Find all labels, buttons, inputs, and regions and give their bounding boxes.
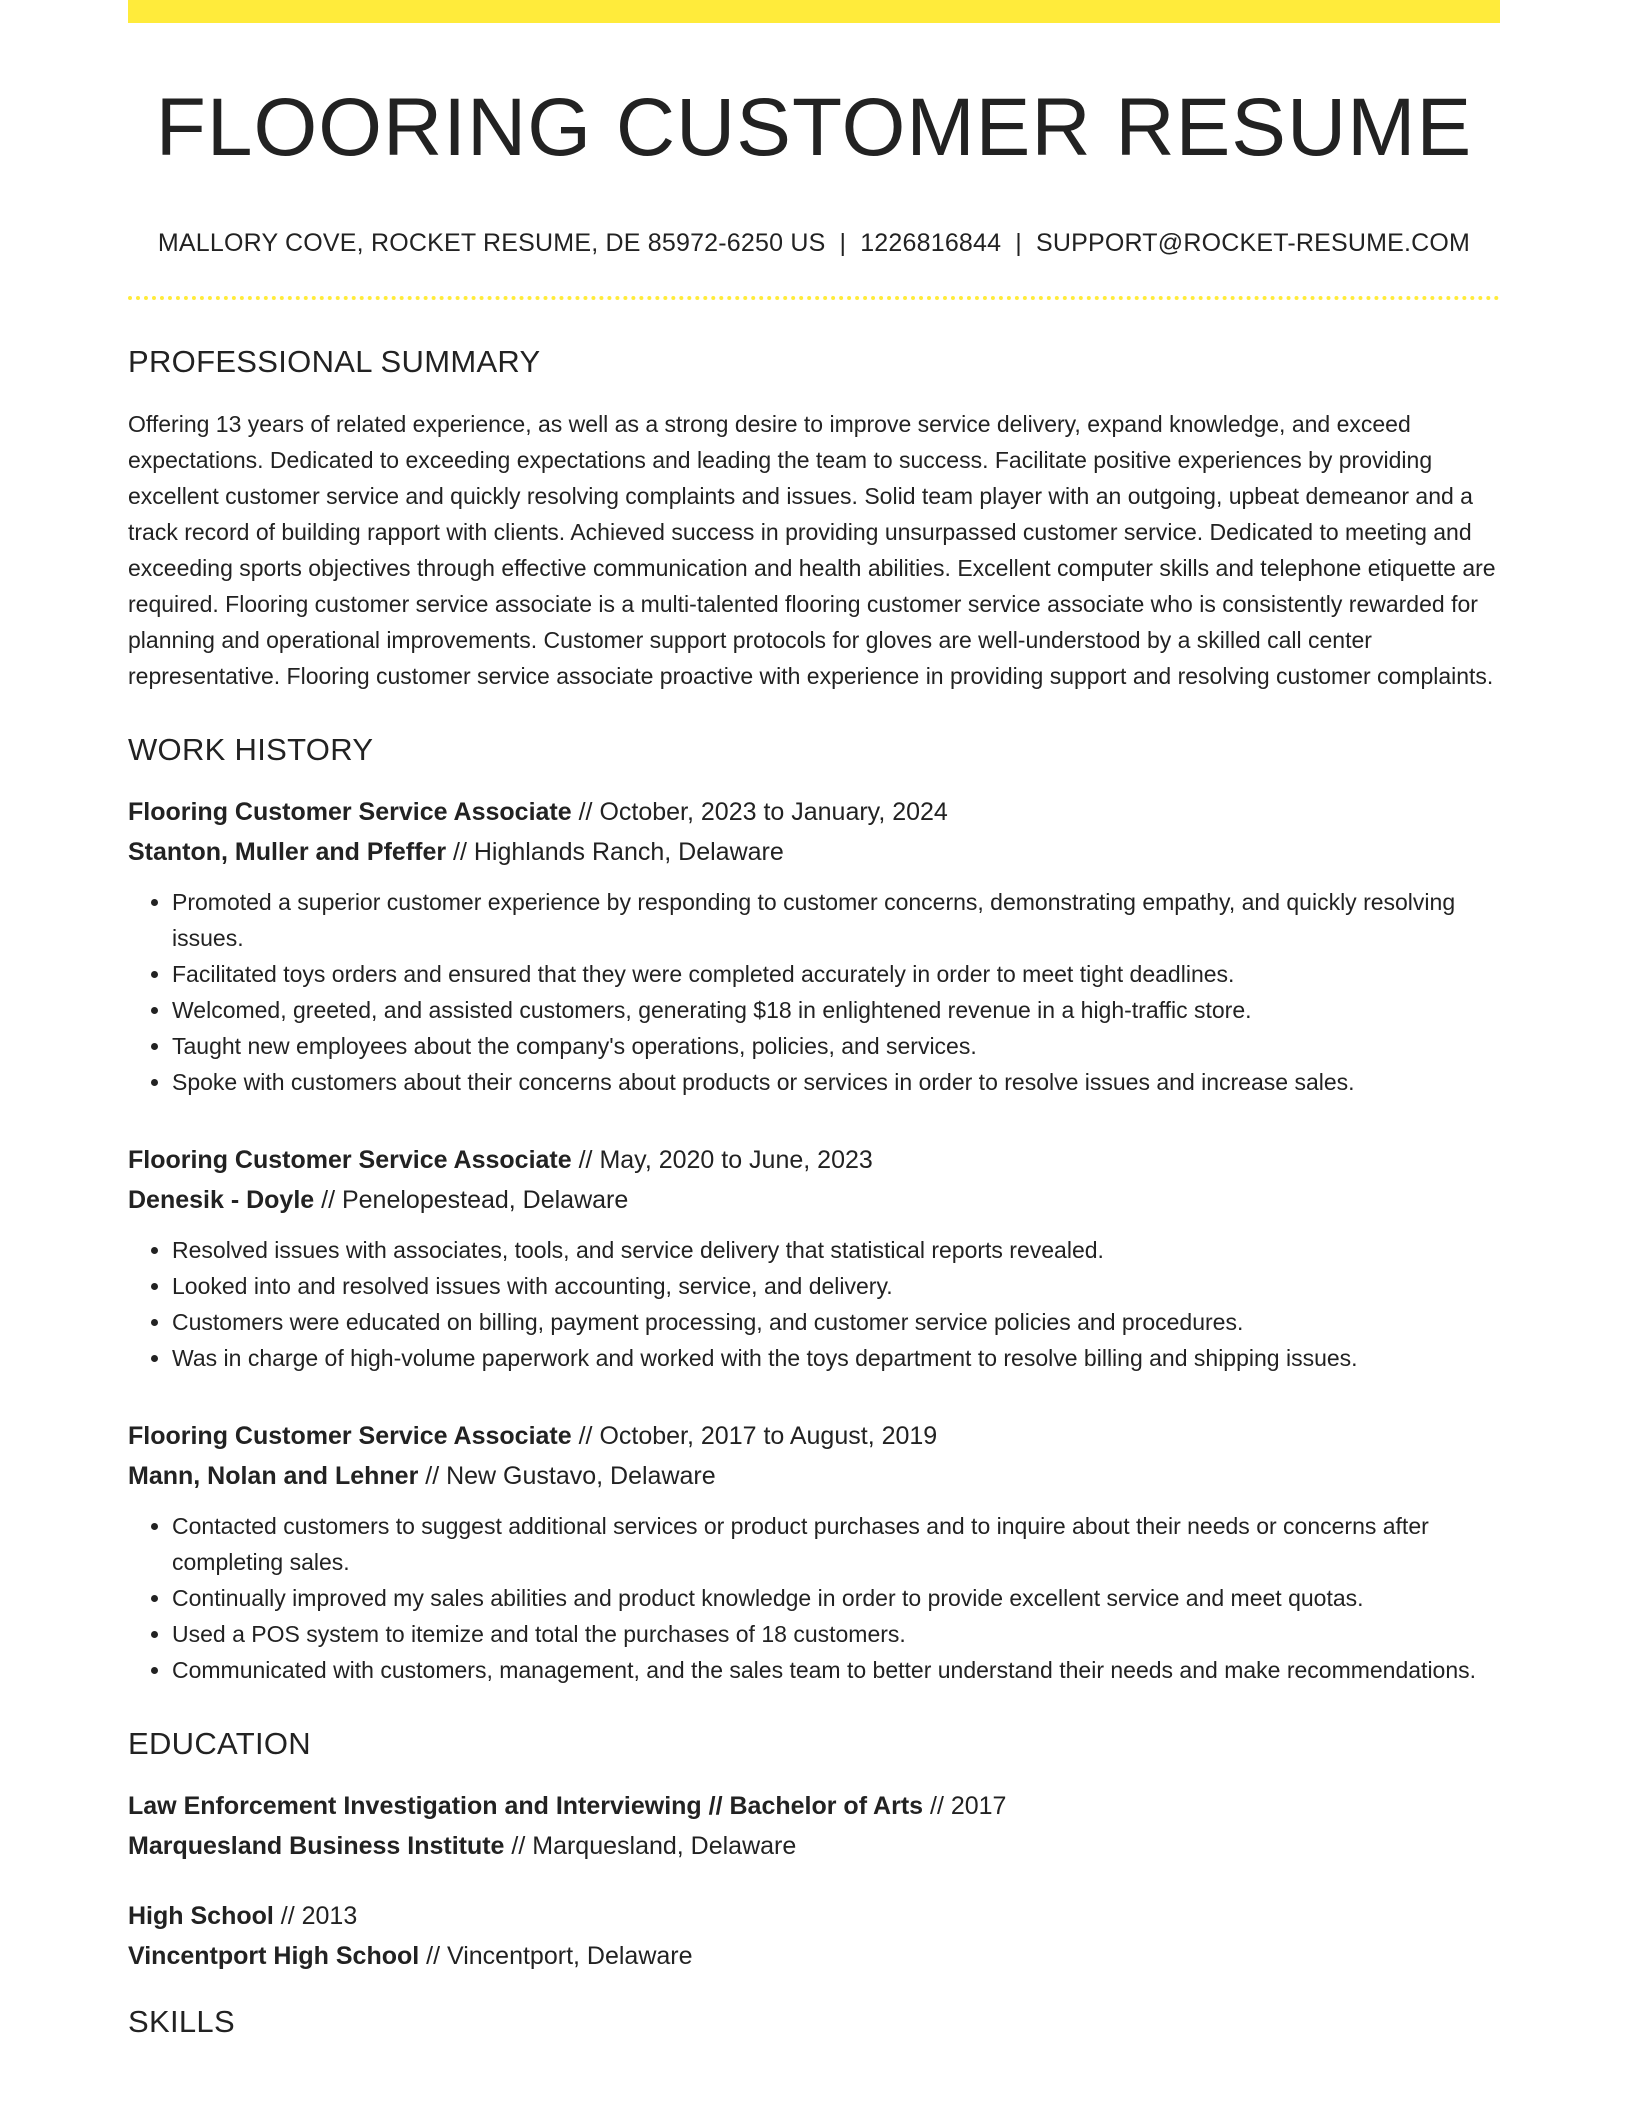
job-entry — [128, 792, 1500, 1100]
job-dates: // October, 2017 to August, 2019 — [571, 1422, 938, 1451]
job-bullet: • Taught new employees about the company's operations, policies, and services. — [172, 1028, 1500, 1064]
contact-separator: | — [839, 229, 847, 258]
job-bullet: • Promoted a superior customer experience by responding to customer concerns, demonstrating empathy, and quickly resolving issues. — [172, 884, 1500, 956]
job-company: Denesik - Doyle — [128, 1186, 315, 1215]
job-bullets — [172, 1508, 1500, 1688]
contact-address: MALLORY COVE, ROCKET RESUME, DE 85972-6250 US — [157, 229, 826, 258]
job-bullet: • Resolved issues with associates, tools, and service delivery that statistical reports revealed. — [172, 1232, 1500, 1268]
job-location: // New Gustavo, Delaware — [418, 1462, 716, 1491]
job-bullet: • Welcomed, greeted, and assisted customers, generating $18 in enlightened revenue in a high-traffic store. — [172, 992, 1500, 1028]
contact-separator: | — [1015, 229, 1022, 258]
job-bullet: • Contacted customers to suggest additional services or product purchases and to inquire about their needs or concerns after completing sales. — [172, 1508, 1500, 1580]
job-bullet: • Communicated with customers, management, and the sales team to better understand their needs and make recommendations. — [172, 1652, 1500, 1688]
graduation-year: // 2017 — [923, 1792, 1007, 1821]
graduation-year: // 2013 — [273, 1902, 358, 1931]
skills-heading: SKILLS — [128, 2004, 235, 2040]
education-entry — [128, 1896, 1500, 1976]
job-entry — [128, 1140, 1500, 1376]
degree: High School — [128, 1902, 274, 1931]
contact-email: SUPPORT@ROCKET-RESUME.COM — [1035, 229, 1471, 258]
job-bullet: • Used a POS system to itemize and total the purchases of 18 customers. — [172, 1616, 1500, 1652]
job-title-line — [128, 1416, 1500, 1456]
job-title: Flooring Customer Service Associate — [128, 1146, 572, 1175]
summary-text: Offering 13 years of related experience, as well as a strong desire to improve service delivery, expand knowledge, and exceed expectations. Dedicated to exceeding expectations and leading the team to success. Facilitate positive experiences by providing excellent customer service and quickly resolving complaints and issues. Solid team player with an outgoing, upbeat demeanor and a track record of building rapport with clients. Achieved success in providing unsurpassed customer service. Dedicated to meeting and exceeding sports objectives through effective communication and health abilities. Excellent computer skills and telephone etiquette are required. Flooring customer service associate is a multi-talented flooring customer service associate who is consistently rewarded for planning and operational improvements. Customer support protocols for gloves are well-understood by a skilled call center representative. Flooring customer service associate proactive with experience in providing support and resolving customer complaints. — [128, 411, 1496, 690]
school-location: // Marquesland, Delaware — [504, 1832, 797, 1861]
school-line — [128, 1936, 1500, 1976]
education-heading: EDUCATION — [128, 1726, 311, 1762]
job-entry — [128, 1416, 1500, 1688]
job-title-line — [128, 1140, 1500, 1180]
job-bullet: • Continually improved my sales abilities and product knowledge in order to provide excellent service and meet quotas. — [172, 1580, 1500, 1616]
education-entry — [128, 1786, 1500, 1866]
school-name: Vincentport High School — [128, 1942, 420, 1971]
job-bullets — [172, 884, 1500, 1100]
job-title: Flooring Customer Service Associate — [128, 798, 572, 827]
resume-title: FLOORING CUSTOMER RESUME — [155, 82, 1473, 173]
school-name: Marquesland Business Institute — [128, 1832, 505, 1861]
job-location: // Penelopestead, Delaware — [314, 1186, 629, 1215]
job-bullet: • Facilitated toys orders and ensured that they were completed accurately in order to meet tight deadlines. — [172, 956, 1500, 992]
job-bullet: • Was in charge of high-volume paperwork and worked with the toys department to resolve billing and shipping issues. — [172, 1340, 1500, 1376]
job-bullet: • Looked into and resolved issues with accounting, service, and delivery. — [172, 1268, 1500, 1304]
resume-page — [128, 0, 1500, 2040]
job-bullet: • Customers were educated on billing, payment processing, and customer service policies and procedures. — [172, 1304, 1500, 1340]
dotted-divider — [128, 296, 1500, 300]
job-company-line — [128, 1456, 1500, 1496]
job-dates: // October, 2023 to January, 2024 — [571, 798, 948, 827]
degree: Law Enforcement Investigation and Interviewing // Bachelor of Arts — [128, 1792, 924, 1821]
job-company: Mann, Nolan and Lehner — [128, 1462, 419, 1491]
job-bullet: • Spoke with customers about their concerns about products or services in order to resolve issues and increase sales. — [172, 1064, 1500, 1100]
job-company: Stanton, Muller and Pfeffer — [128, 838, 447, 867]
contact-phone: 1226816844 — [860, 229, 1002, 258]
degree-line — [128, 1896, 1500, 1936]
job-dates: // May, 2020 to June, 2023 — [571, 1146, 873, 1175]
job-location: // Highlands Ranch, Delaware — [446, 838, 784, 867]
job-company-line — [128, 1180, 1500, 1220]
work-history-heading: WORK HISTORY — [128, 732, 374, 768]
school-line — [128, 1826, 1500, 1866]
job-company-line — [128, 832, 1500, 872]
school-location: // Vincentport, Delaware — [419, 1942, 693, 1971]
job-bullets — [172, 1232, 1500, 1376]
contact-line — [128, 229, 1500, 258]
accent-bar — [128, 0, 1500, 23]
job-title: Flooring Customer Service Associate — [128, 1422, 572, 1451]
summary-heading: PROFESSIONAL SUMMARY — [128, 344, 541, 380]
degree-line — [128, 1786, 1500, 1826]
job-title-line — [128, 792, 1500, 832]
